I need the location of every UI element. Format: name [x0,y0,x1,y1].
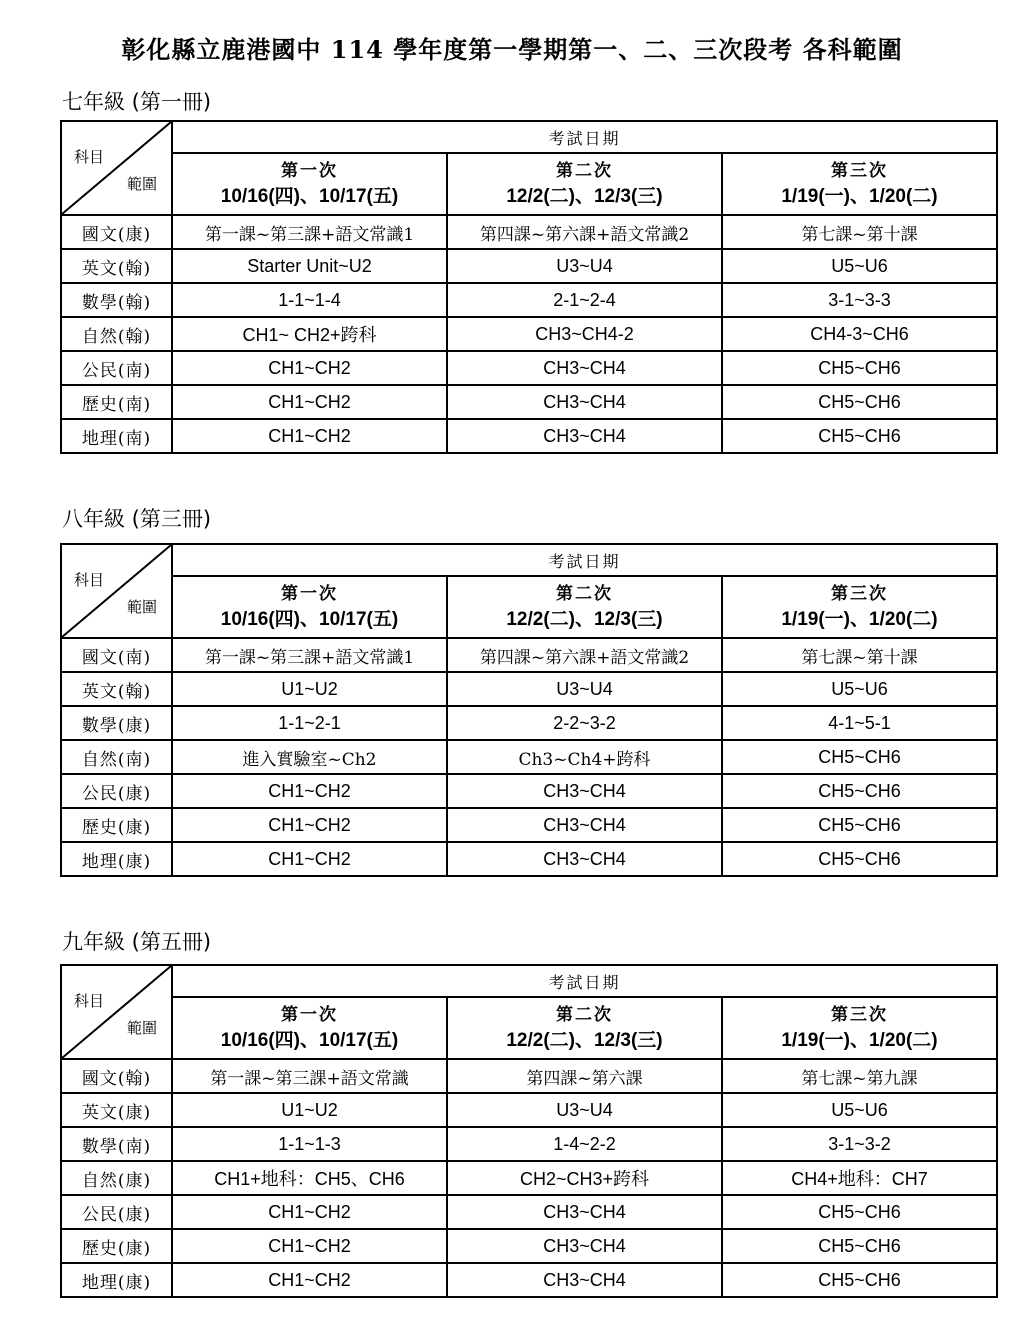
exam-header-1 [172,153,447,215]
grade-heading-9: 九年級 (第五冊) [62,930,212,954]
table-row [61,1263,997,1297]
exam-date: 1/19(一)、1/20(二) [781,186,938,207]
exam-header-1 [172,576,447,638]
corner-subject-label: 科目 [74,992,105,1010]
exam-date: 1/19(一)、1/20(二) [781,609,938,630]
range-cell: CH3~CH4-2 [447,317,722,351]
subject-cell: 公民(南) [61,351,172,385]
range-cell: CH5~CH6 [722,419,997,453]
range-cell: 進入實驗室~Ch2 [172,740,447,774]
corner-range-label: 範圍 [126,1019,157,1037]
range-cell: CH5~CH6 [722,1195,997,1229]
schedule-table-grade-7 [60,120,998,454]
table-row [61,1161,997,1195]
range-cell: 第四課~第六課+語文常識2 [447,638,722,672]
table-row [61,283,997,317]
exam-name: 第一次 [281,161,338,181]
range-cell: CH3~CH4 [447,419,722,453]
exam-name: 第二次 [556,584,613,604]
page-title: 彰化縣立鹿港國中 114 學年度第一學期第一、二、三次段考 各科範圍 [121,35,903,64]
subject-cell: 數學(康) [61,706,172,740]
table-row [61,808,997,842]
exam-date: 12/2(二)、12/3(三) [506,186,663,207]
range-cell: CH1~CH2 [172,1229,447,1263]
corner-header [61,544,172,638]
exam-date: 10/16(四)、10/17(五) [220,1030,399,1051]
corner-subject-label: 科目 [74,148,105,166]
range-cell: 2-2~3-2 [447,706,722,740]
range-cell: CH3~CH4 [447,1195,722,1229]
range-cell: CH2~CH3+跨科 [447,1161,722,1195]
range-cell: 3-1~3-2 [722,1127,997,1161]
range-cell: U5~U6 [722,672,997,706]
subject-cell: 自然(康) [61,1161,172,1195]
subject-cell: 地理(康) [61,1263,172,1297]
range-cell: CH1~CH2 [172,842,447,876]
subject-cell: 歷史(南) [61,385,172,419]
exam-date: 10/16(四)、10/17(五) [220,609,399,630]
range-cell: 2-1~2-4 [447,283,722,317]
range-cell: 1-4~2-2 [447,1127,722,1161]
range-cell: CH3~CH4 [447,808,722,842]
grade-heading-8: 八年級 (第三冊) [62,507,212,531]
range-cell: CH1~ CH2+跨科 [172,317,447,351]
exam-header-1 [172,997,447,1059]
range-cell: CH5~CH6 [722,351,997,385]
subject-cell: 國文(康) [61,215,172,249]
subject-cell: 歷史(康) [61,1229,172,1263]
exam-name: 第一次 [281,584,338,604]
range-cell: 4-1~5-1 [722,706,997,740]
range-cell: CH1~CH2 [172,419,447,453]
subject-cell: 歷史(康) [61,808,172,842]
range-cell: 第一課~第三課+語文常識 [172,1059,447,1093]
table-row [61,740,997,774]
range-cell: CH3~CH4 [447,1229,722,1263]
subject-cell: 地理(南) [61,419,172,453]
exam-name: 第三次 [831,161,888,181]
exam-name: 第二次 [556,161,613,181]
subject-cell: 公民(康) [61,774,172,808]
subject-cell: 公民(康) [61,1195,172,1229]
range-cell: 3-1~3-3 [722,283,997,317]
range-cell: U1~U2 [172,672,447,706]
corner-header [61,121,172,215]
range-cell: U3~U4 [447,249,722,283]
range-cell: CH3~CH4 [447,385,722,419]
table-row [61,215,997,249]
table-row [61,1195,997,1229]
subject-cell: 地理(康) [61,842,172,876]
table-row [61,774,997,808]
range-cell: 1-1~2-1 [172,706,447,740]
range-cell: CH1~CH2 [172,774,447,808]
table-row [61,1127,997,1161]
range-cell: 1-1~1-3 [172,1127,447,1161]
table-row [61,419,997,453]
range-cell: U3~U4 [447,672,722,706]
range-cell: CH3~CH4 [447,351,722,385]
range-cell: CH3~CH4 [447,1263,722,1297]
range-cell: 第七課~第十課 [722,638,997,672]
range-cell: CH5~CH6 [722,1229,997,1263]
table-row [61,351,997,385]
table-row [61,1229,997,1263]
table-row [61,842,997,876]
range-cell: 第四課~第六課 [447,1059,722,1093]
range-cell: CH5~CH6 [722,385,997,419]
corner-header [61,965,172,1059]
table-row [61,706,997,740]
subject-cell: 英文(翰) [61,672,172,706]
exam-date: 10/16(四)、10/17(五) [220,186,399,207]
subject-cell: 數學(南) [61,1127,172,1161]
subject-cell: 國文(南) [61,638,172,672]
table-row [61,1093,997,1127]
range-cell: 第七課~第十課 [722,215,997,249]
exam-header-2 [447,153,722,215]
range-cell: CH1~CH2 [172,351,447,385]
range-cell: CH5~CH6 [722,774,997,808]
table-row [61,672,997,706]
range-cell: Starter Unit~U2 [172,249,447,283]
subject-cell: 自然(南) [61,740,172,774]
exam-date-header: 考試日期 [172,544,997,576]
range-cell: CH5~CH6 [722,808,997,842]
exam-header-3 [722,576,997,638]
table-row [61,249,997,283]
table-row [61,638,997,672]
range-cell: U5~U6 [722,249,997,283]
range-cell: CH5~CH6 [722,740,997,774]
exam-header-2 [447,997,722,1059]
range-cell: CH1~CH2 [172,385,447,419]
range-cell: U3~U4 [447,1093,722,1127]
exam-date-header: 考試日期 [172,121,997,153]
range-cell: 第一課~第三課+語文常識1 [172,215,447,249]
range-cell: CH1+地科：CH5、CH6 [172,1161,447,1195]
range-cell: CH5~CH6 [722,842,997,876]
range-cell: CH1~CH2 [172,1195,447,1229]
exam-name: 第三次 [831,1005,888,1025]
range-cell: Ch3~Ch4+跨科 [447,740,722,774]
exam-name: 第一次 [281,1005,338,1025]
range-cell: CH3~CH4 [447,774,722,808]
range-cell: CH3~CH4 [447,842,722,876]
range-cell: U1~U2 [172,1093,447,1127]
grade-heading-7: 七年級 (第一冊) [62,90,212,114]
range-cell: CH4-3~CH6 [722,317,997,351]
table-row [61,385,997,419]
schedule-table-grade-9 [60,964,998,1298]
range-cell: 第七課~第九課 [722,1059,997,1093]
range-cell: CH1~CH2 [172,1263,447,1297]
table-row [61,1059,997,1093]
range-cell: 第四課~第六課+語文常識2 [447,215,722,249]
corner-range-label: 範圍 [126,598,157,616]
corner-subject-label: 科目 [74,571,105,589]
range-cell: CH4+地科：CH7 [722,1161,997,1195]
range-cell: U5~U6 [722,1093,997,1127]
exam-header-3 [722,153,997,215]
exam-date: 12/2(二)、12/3(三) [506,609,663,630]
range-cell: 第一課~第三課+語文常識1 [172,638,447,672]
exam-name: 第三次 [831,584,888,604]
range-cell: CH1~CH2 [172,808,447,842]
exam-name: 第二次 [556,1005,613,1025]
exam-date: 12/2(二)、12/3(三) [506,1030,663,1051]
table-row [61,317,997,351]
subject-cell: 英文(翰) [61,249,172,283]
exam-date-header: 考試日期 [172,965,997,997]
exam-header-2 [447,576,722,638]
subject-cell: 數學(翰) [61,283,172,317]
subject-cell: 英文(康) [61,1093,172,1127]
exam-header-3 [722,997,997,1059]
subject-cell: 國文(翰) [61,1059,172,1093]
exam-date: 1/19(一)、1/20(二) [781,1030,938,1051]
range-cell: CH5~CH6 [722,1263,997,1297]
range-cell: 1-1~1-4 [172,283,447,317]
corner-range-label: 範圍 [126,175,157,193]
schedule-table-grade-8 [60,543,998,877]
subject-cell: 自然(翰) [61,317,172,351]
